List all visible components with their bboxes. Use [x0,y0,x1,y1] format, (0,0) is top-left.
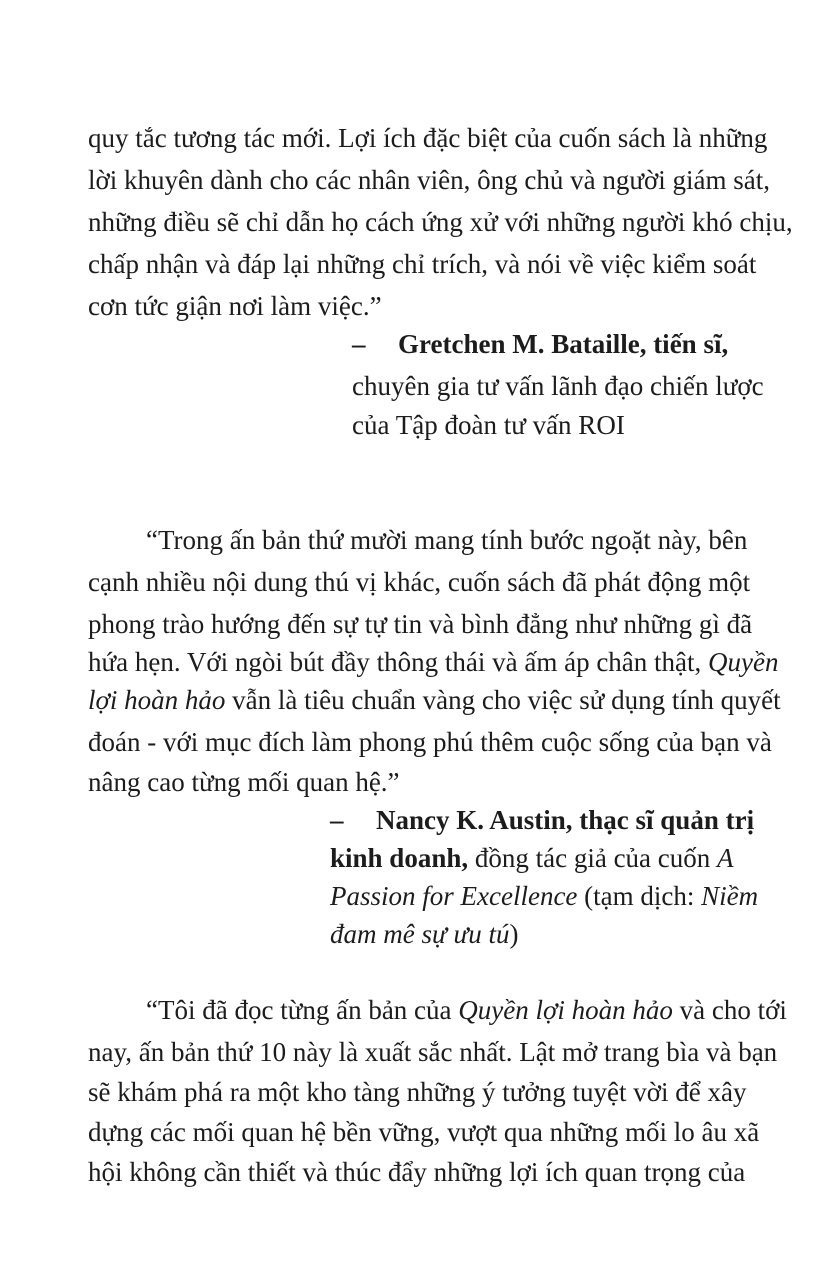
attribution-dash: – [330,805,344,835]
attribution-name: Gretchen M. Bataille, tiến sĩ, [398,329,729,359]
attribution-text: đồng tác giả của cuốn [468,843,718,873]
quote-2-line: nâng cao từng mối quan hệ.” [88,767,400,797]
quote-2-line: “Trong ấn bản thứ mười mang tính bước ngoặt này, bên [146,525,748,555]
attribution-text: (tạm dịch: [577,881,702,911]
quote-2-line [88,642,788,682]
quote-3-text: “Tôi đã đọc từng ấn bản của [146,995,459,1025]
quote-1-line: cơn tức giận nơi làm việc.” [88,291,382,321]
book-title-italic: lợi hoàn hảo [88,685,226,715]
attribution-name: kinh doanh, [330,843,469,873]
attribution-text: ) [509,919,519,949]
quote-3-line: hội không cần thiết và thúc đẩy những lợi ích quan trọng của [88,1157,746,1187]
attribution-book-italic: Niềm [701,881,759,911]
attribution-book-italic: Passion for Excellence [330,881,578,911]
quote-1-line: quy tắc tương tác mới. Lợi ích đặc biệt của cuốn sách là những [88,123,768,153]
book-title-italic: Quyền [708,647,779,677]
quote-1-line: chấp nhận và đáp lại những chỉ trích, và nói về việc kiểm soát [88,249,757,279]
quote-2-text: vẫn là tiêu chuẩn vàng cho việc sử dụng tính quyết [225,685,781,715]
book-title-italic: Quyền lợi hoàn hảo [458,995,673,1025]
attribution-name: Nancy K. Austin, thạc sĩ quản trị [376,805,755,835]
attribution-book-italic: đam mê sự ưu tú [330,919,510,949]
quote-3-line: dựng các mối quan hệ bền vững, vượt qua những mối lo âu xã [88,1117,760,1147]
quote-2-text: hứa hẹn. Với ngòi bút đầy thông thái và ấm áp chân thật, [88,647,709,677]
quote-3-line [146,990,827,1030]
quote-1-line: những điều sẽ chỉ dẫn họ cách ứng xử với những người khó chịu, [88,207,793,237]
quote-1-line: lời khuyên dành cho các nhân viên, ông chủ và người giám sát, [88,165,771,195]
quote-3-line: nay, ấn bản thứ 10 này là xuất sắc nhất. Lật mở trang bìa và bạn [88,1037,778,1067]
attribution-title: chuyên gia tư vấn lãnh đạo chiến lược [352,371,764,401]
quote-2-line: phong trào hướng đến sự tự tin và bình đẳng như những gì đã [88,609,753,639]
attribution-book-italic: A [717,843,734,873]
quote-2-line: đoán - với mục đích làm phong phú thêm cuộc sống của bạn và [88,727,772,757]
quote-2-line: cạnh nhiều nội dung thú vị khác, cuốn sách đã phát động một [88,567,751,597]
attribution-organization: của Tập đoàn tư vấn ROI [352,410,625,440]
quote-3-text: và cho tới [672,995,787,1025]
attribution-dash: – [352,329,366,359]
quote-3-line: sẽ khám phá ra một kho tàng những ý tưởng tuyệt vời để xây [88,1077,747,1107]
quote-2-line [88,680,788,720]
